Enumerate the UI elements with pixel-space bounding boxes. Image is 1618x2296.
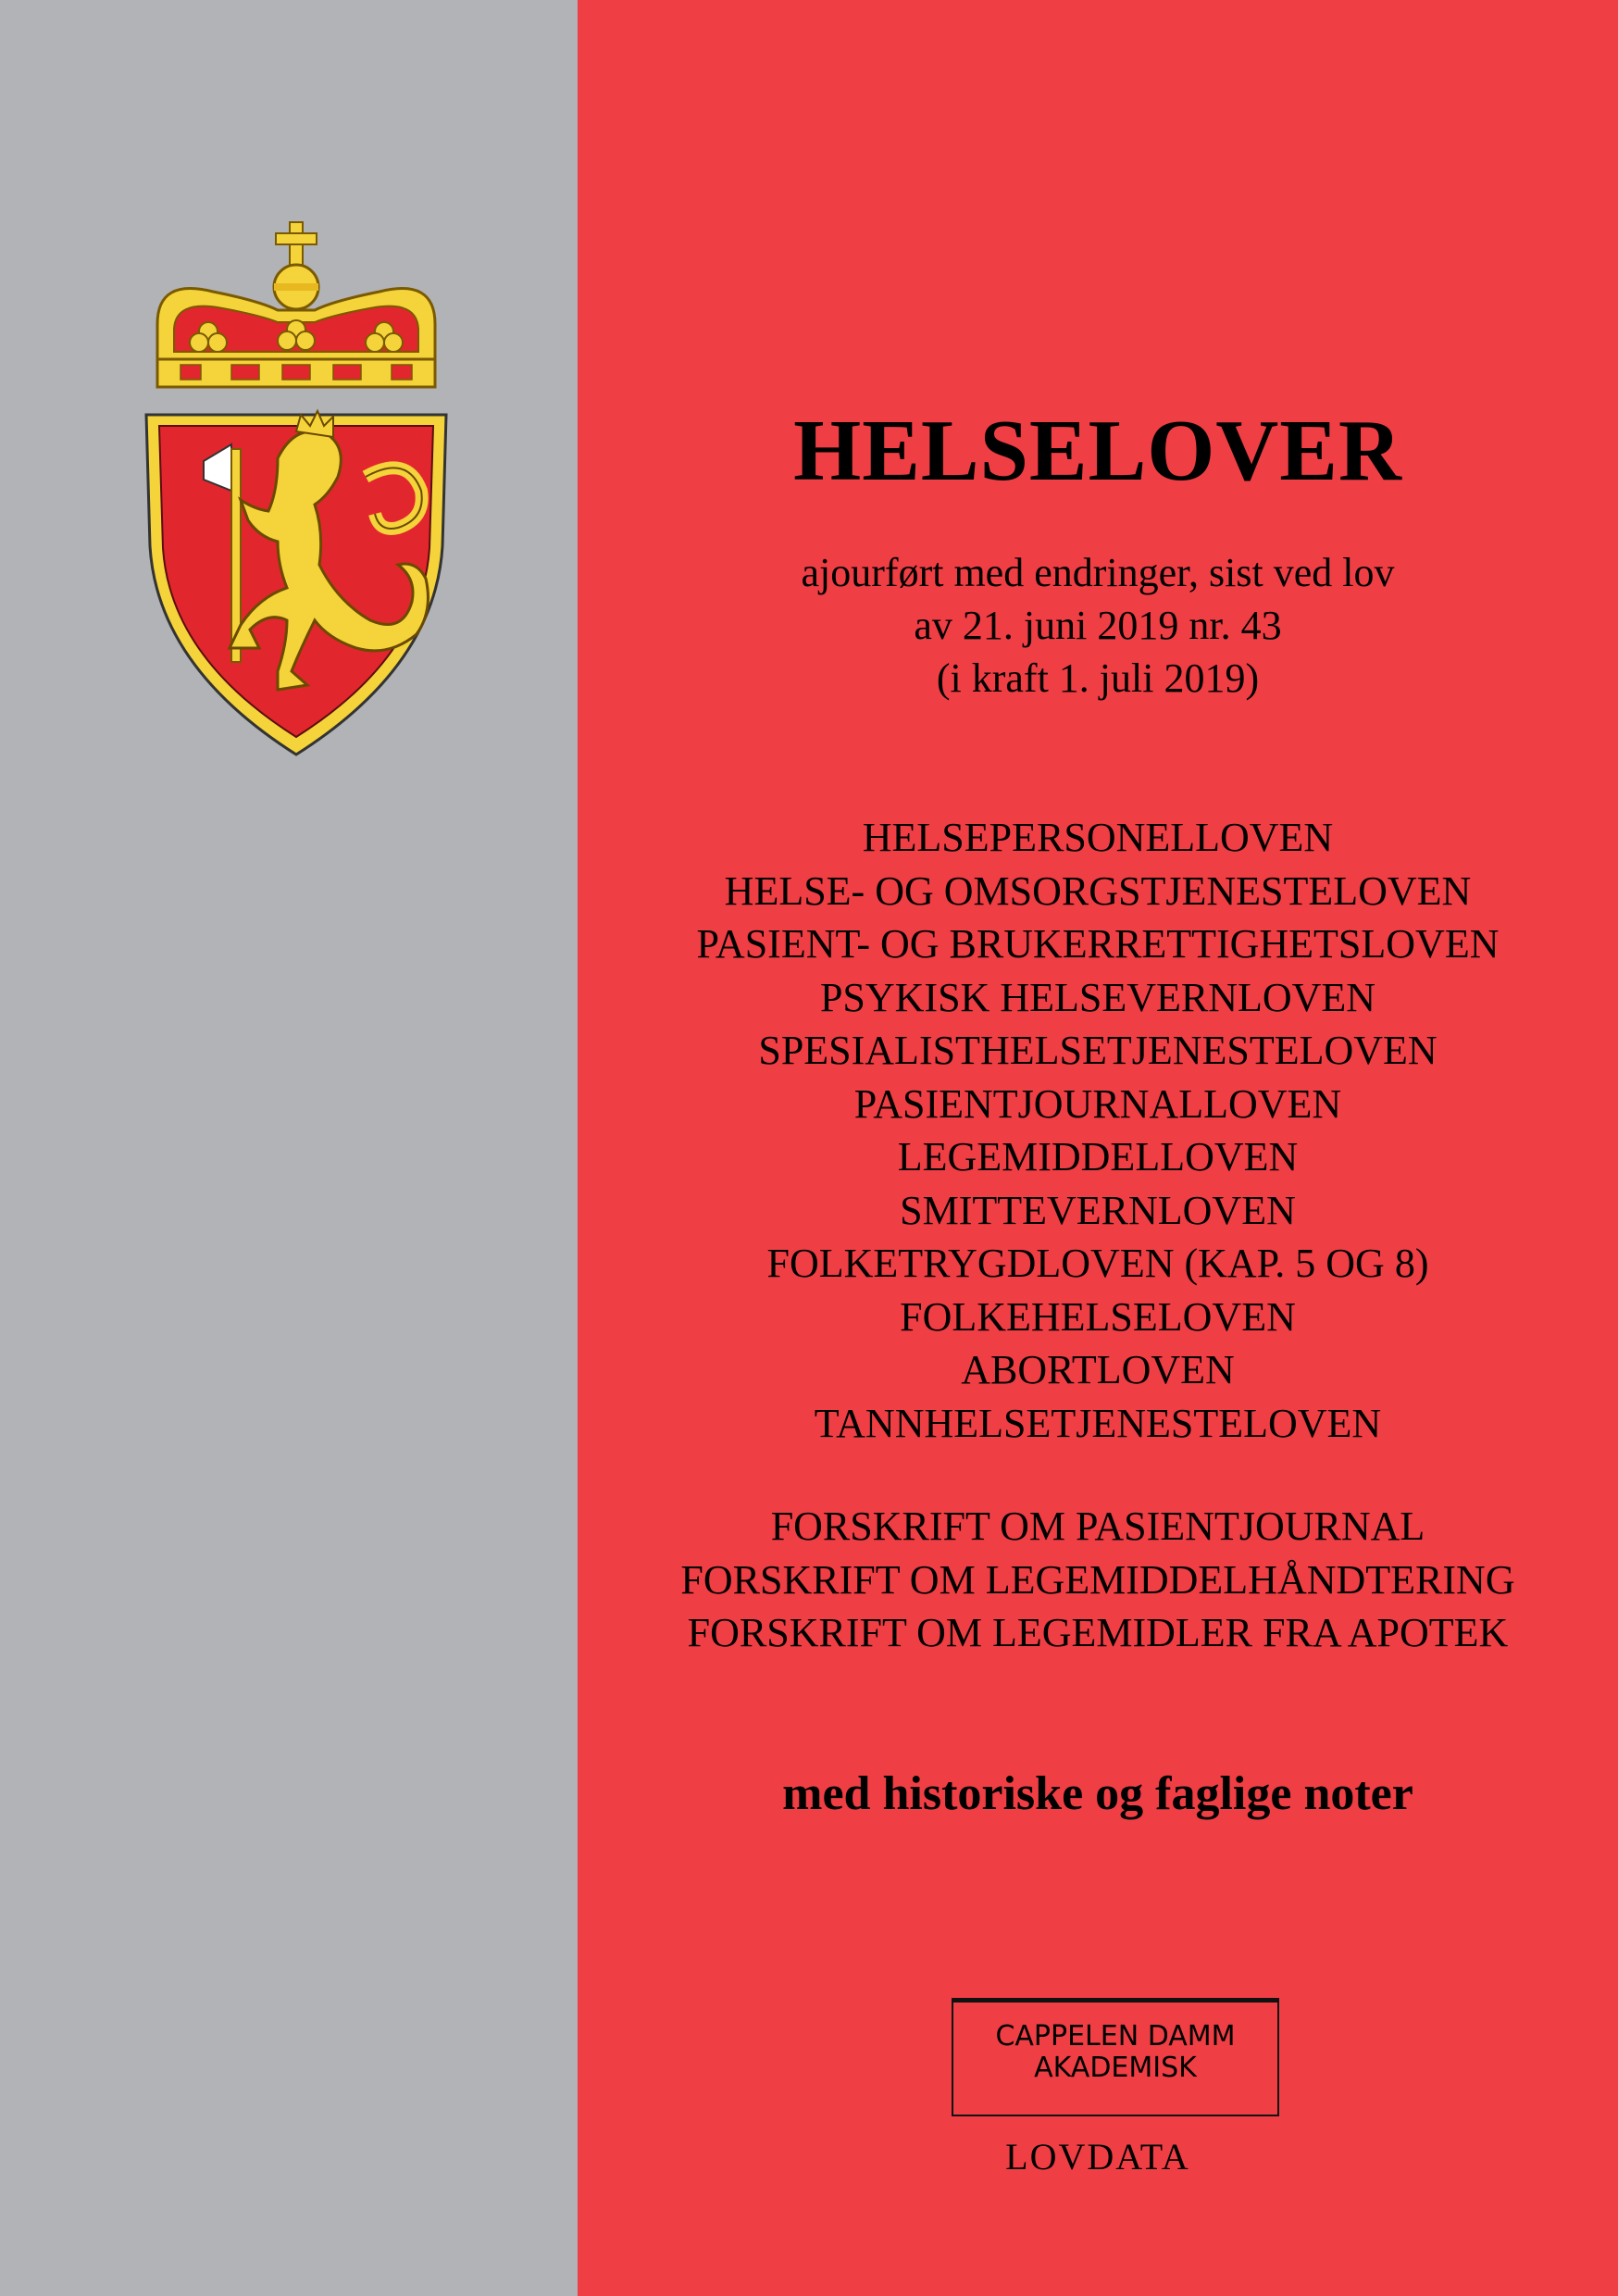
law-item: TANNHELSETJENESTELOVEN xyxy=(814,1400,1382,1446)
law-item: SPESIALISTHELSETJENESTELOVEN xyxy=(758,1028,1438,1073)
law-item: HELSE- OG OMSORGSTJENESTELOVEN xyxy=(724,867,1472,914)
publisher-logo xyxy=(952,1998,1279,2116)
regulation-item: FORSKRIFT OM LEGEMIDLER FRA APOTEK xyxy=(687,1610,1509,1655)
imprint-lovdata: LOVDATA xyxy=(1005,2136,1190,2177)
regulation-item: FORSKRIFT OM PASIENTJOURNAL xyxy=(770,1504,1425,1549)
notes-tagline: med historiske og faglige noter xyxy=(782,1767,1413,1820)
law-item: FOLKETRYGDLOVEN (KAP. 5 OG 8) xyxy=(766,1241,1429,1286)
law-item: PSYKISK HELSEVERNLOVEN xyxy=(819,974,1376,1020)
law-item: HELSEPERSONELLOVEN xyxy=(862,815,1334,860)
subtitle-line: av 21. juni 2019 nr. 43 xyxy=(914,603,1282,648)
law-item: ABORTLOVEN xyxy=(961,1347,1235,1392)
norwegian-coat-of-arms-icon xyxy=(139,213,454,759)
regulations-list xyxy=(578,1500,1618,1660)
law-item: FOLKEHELSELOVEN xyxy=(900,1293,1296,1340)
law-item: PASIENTJOURNALLOVEN xyxy=(853,1080,1342,1127)
regulation-item: FORSKRIFT OM LEGEMIDDELHÅNDTERING xyxy=(680,1556,1515,1603)
publisher-name-line: CAPPELEN DAMM xyxy=(995,2020,1236,2053)
subtitle-line: ajourført med endringer, sist ved lov xyxy=(801,550,1395,595)
subtitle xyxy=(578,546,1618,705)
publisher-name-line: AKADEMISK xyxy=(1034,2052,1197,2084)
law-item: LEGEMIDDELLOVEN xyxy=(897,1134,1299,1179)
law-item: SMITTEVERNLOVEN xyxy=(900,1187,1296,1233)
book-title: HELSELOVER xyxy=(793,403,1402,499)
subtitle-line: (i kraft 1. juli 2019) xyxy=(936,655,1260,701)
law-item: PASIENT- OG BRUKERRETTIGHETSLOVEN xyxy=(696,921,1500,967)
laws-list xyxy=(578,811,1618,1450)
